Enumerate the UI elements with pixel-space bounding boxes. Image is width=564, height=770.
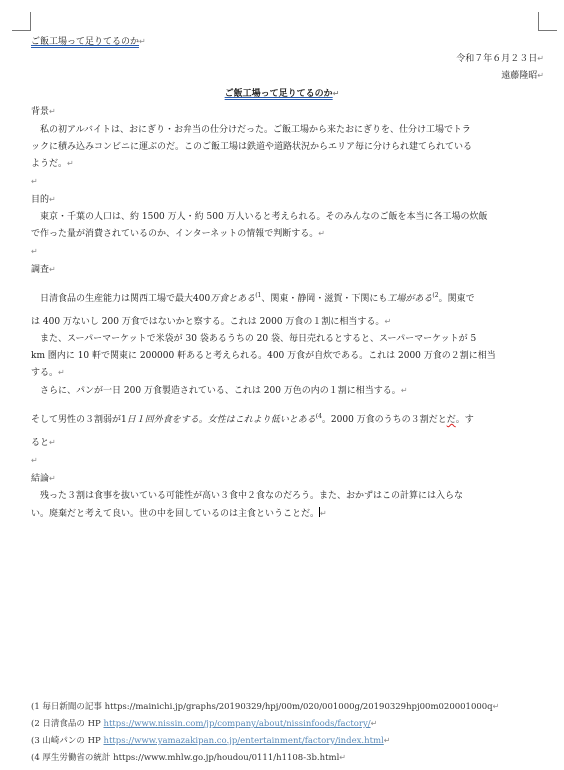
paragraph-mark-icon: ↵ bbox=[139, 37, 146, 46]
paragraph-mark-icon: ↵ bbox=[49, 107, 56, 116]
paragraph-mark-icon: ↵ bbox=[31, 247, 38, 256]
author-line bbox=[501, 70, 544, 82]
paragraph-mark-icon: ↵ bbox=[49, 438, 56, 447]
header-title-line bbox=[31, 36, 146, 48]
document-title: ご飯工場って足りてるのか bbox=[224, 89, 333, 99]
section-heading-purpose bbox=[31, 194, 56, 206]
research-p1-line-1: 日清食品の生産能力は関西工場で最大400万食とある$^{(1}$、関東・静岡・滋賀・下関にも工場がある$^{(2}$。関東で bbox=[40, 292, 475, 304]
empty-paragraph bbox=[31, 246, 38, 258]
research-p4-line-2: ると↵ bbox=[31, 438, 56, 448]
document-author: 遠藤隆昭 bbox=[501, 71, 538, 81]
research-p2-line-1: また、スーパーマーケットで米袋が 30 袋あるうちの 20 袋、毎日売れるとすると、スーパーマーケットが 5 bbox=[40, 334, 477, 344]
paragraph-mark-icon: ↵ bbox=[49, 474, 56, 483]
paragraph-mark-icon: ↵ bbox=[31, 177, 38, 186]
empty-paragraph bbox=[31, 176, 38, 188]
paragraph-mark-icon: ↵ bbox=[49, 265, 56, 274]
research-p2-line-2: km 圏内に 10 軒で関東に 200000 軒あると考えられる。400 万食が自炊である。これは 2000 万食の２割に相当 bbox=[31, 351, 496, 361]
crop-mark-top-right bbox=[538, 12, 557, 31]
heading-text: 背景 bbox=[31, 107, 50, 117]
heading-text: 目的 bbox=[31, 195, 50, 205]
section-heading-conclusion bbox=[31, 473, 56, 485]
paragraph-mark-icon: ↵ bbox=[67, 159, 74, 168]
paragraph-mark-icon: ↵ bbox=[320, 509, 327, 518]
background-line-2: ックに積み込みコンビニに運ぶのだ。このご飯工場は鉄道や道路状況からエリア毎に分けられ建てられている bbox=[31, 142, 473, 152]
document-title-line bbox=[0, 88, 564, 100]
conclusion-line-1: 残った３割は食事を抜いている可能性が高い３食中２食なのだろう。また、おかずはこの計算には入らな bbox=[40, 491, 464, 501]
footnote-ref[interactable]: (2 bbox=[432, 292, 439, 299]
footnote-label: (1 毎日新聞の記事 bbox=[31, 702, 105, 712]
paragraph-mark-icon: ↵ bbox=[537, 71, 544, 80]
research-p3: さらに、パンが一日 200 万食製造されている、これは 200 万色の内の１割に相当する。↵ bbox=[40, 386, 408, 396]
paragraph-mark-icon: ↵ bbox=[339, 753, 346, 762]
footnote-ref[interactable]: (4 bbox=[315, 413, 322, 420]
purpose-line-1: 東京・千葉の人口は、約 1500 万人・約 500 万人いると考えられる。そのみんなのご飯を本当に各工場の炊飯 bbox=[40, 212, 488, 222]
footnote-ref[interactable]: (1 bbox=[255, 292, 262, 299]
footnote-4 bbox=[31, 752, 346, 764]
footnote-1 bbox=[31, 701, 499, 713]
document-date: 令和７年６月２３日 bbox=[456, 54, 538, 64]
footnote-url[interactable]: https://mainichi.jp/graphs/20190329/hpj/00m/020/001000g/20190329hpj00m020001000q bbox=[104, 702, 493, 712]
date-line bbox=[456, 53, 544, 65]
paragraph-mark-icon: ↵ bbox=[383, 736, 391, 745]
footnote-label: (2 日清食品の HP bbox=[31, 719, 104, 729]
paragraph-mark-icon: ↵ bbox=[332, 89, 340, 98]
paragraph-mark-icon: ↵ bbox=[370, 719, 378, 728]
footnote-label: (4 厚生労働省の統計 bbox=[31, 753, 114, 763]
paragraph-mark-icon: ↵ bbox=[492, 702, 500, 711]
research-p1-line-2: は 400 万ないし 200 万食ではないかと察する。これは 2000 万食の１割に相当する。↵ bbox=[31, 317, 392, 327]
paragraph-mark-icon: ↵ bbox=[537, 54, 544, 63]
section-heading-research bbox=[31, 264, 56, 276]
header-title bbox=[31, 37, 139, 47]
crop-mark-top-left bbox=[12, 12, 31, 31]
paragraph-mark-icon: ↵ bbox=[31, 456, 38, 465]
paragraph-mark-icon: ↵ bbox=[384, 317, 392, 326]
research-p2-line-3: する。↵ bbox=[31, 368, 65, 378]
footnote-3 bbox=[31, 735, 390, 747]
background-line-3: ようだ。↵ bbox=[31, 159, 74, 169]
conclusion-line-2: い。廃棄だと考えて良い。世の中を回しているのは主食ということだ。↵ bbox=[31, 509, 327, 519]
footnote-label: (3 山崎パンの HP bbox=[31, 736, 104, 746]
paragraph-mark-icon: ↵ bbox=[58, 368, 65, 377]
purpose-line-2: で作った量が消費されているのか、インターネットの情報で判断する。↵ bbox=[31, 229, 325, 239]
research-p4-line-1: そして男性の３割弱が1日１回外食をする。女性はこれより低いとある$^{(4}$。2000 万食のうちの３割だとだ。す bbox=[31, 413, 474, 425]
footnote-link[interactable]: https://www.yamazakipan.co.jp/entertainment/factory/index.html bbox=[103, 736, 384, 746]
background-line-1: 私の初アルバイトは、おにぎり・お弁当の仕分けだった。ご飯工場から来たおにぎりを、仕分け工場でトラ bbox=[40, 125, 471, 135]
header-title-text: ご飯工場って足りてるのか bbox=[31, 37, 140, 47]
heading-text: 調査 bbox=[31, 265, 50, 275]
section-heading-background bbox=[31, 106, 56, 118]
footnote-2 bbox=[31, 718, 377, 730]
footnote-link[interactable]: https://www.nissin.com/jp/company/about/nissinfoods/factory/ bbox=[103, 719, 371, 729]
paragraph-mark-icon: ↵ bbox=[400, 386, 408, 395]
paragraph-mark-icon: ↵ bbox=[318, 229, 325, 238]
heading-text: 結論 bbox=[31, 474, 50, 484]
paragraph-mark-icon: ↵ bbox=[49, 195, 56, 204]
footnote-url[interactable]: https://www.mhlw.go.jp/houdou/0111/h1108-3b.html bbox=[113, 753, 340, 763]
spellcheck-mark[interactable]: だ bbox=[446, 415, 456, 425]
empty-paragraph bbox=[31, 455, 38, 467]
